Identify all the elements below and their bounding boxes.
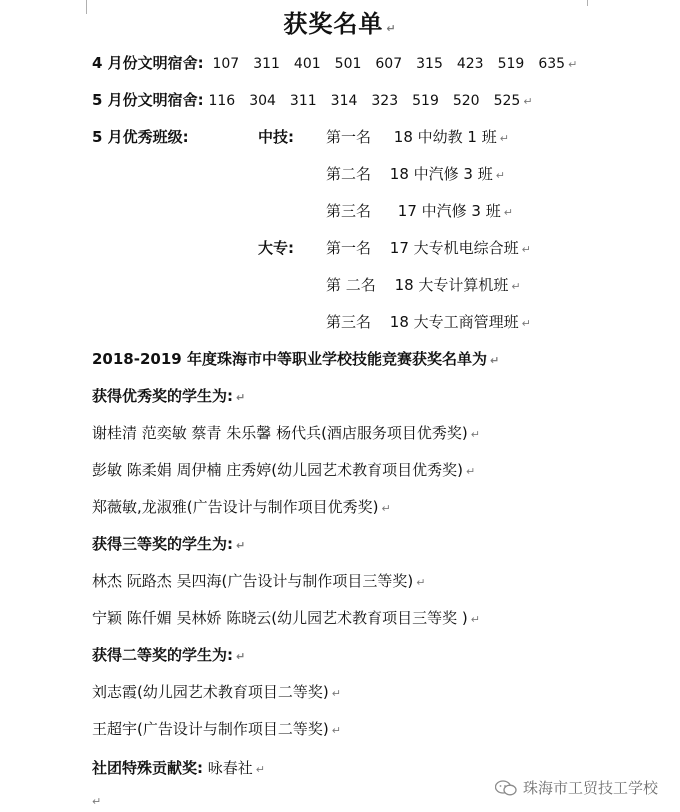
paragraph-mark: ↵	[470, 613, 480, 626]
winner-text: 刘志霞(幼儿园艺术教育项目二等奖)	[92, 683, 329, 701]
wechat-icon	[495, 780, 517, 796]
paragraph-mark: ↵	[521, 317, 531, 330]
winner-text: 林杰 阮路杰 吴四海(广告设计与制作项目三等奖)	[92, 572, 414, 590]
competition-heading-text: 2018-2019 年度珠海市中等职业学校技能竞赛获奖名单为	[92, 350, 487, 368]
apr-dorm-line	[92, 53, 577, 75]
class-rank: 第一名	[326, 239, 372, 257]
club-award-label: 社团特殊贡献奖:	[92, 759, 203, 777]
paragraph-mark: ↵	[489, 354, 500, 367]
room-number: 607	[375, 56, 403, 72]
winner-line	[92, 571, 425, 593]
may-dorm-label: 5 月份文明宿舍:	[92, 91, 204, 109]
class-rank: 第三名	[326, 202, 372, 220]
class-rank: 第一名	[326, 128, 372, 146]
paragraph-mark: ↵	[466, 465, 476, 478]
room-number: 315	[416, 56, 443, 72]
class-rank-item	[326, 127, 509, 149]
paragraph-mark: ↵	[499, 132, 509, 145]
paragraph-mark: ↵	[386, 22, 397, 35]
paragraph-mark: ↵	[236, 650, 246, 663]
paragraph-mark: ↵	[495, 169, 505, 182]
class-rank-item	[326, 164, 505, 186]
paragraph-mark: ↵	[236, 391, 246, 404]
class-name: 18 中幼教 1 班	[393, 128, 497, 146]
excellent-label	[92, 386, 245, 408]
second-label-text: 获得二等奖的学生为:	[92, 646, 233, 664]
room-number: 635	[538, 56, 566, 72]
paragraph-mark: ↵	[255, 763, 266, 776]
room-number: 520	[452, 93, 480, 109]
paragraph-mark: ↵	[381, 502, 391, 515]
title-text: 获奖名单	[283, 10, 384, 38]
room-number: 519	[412, 93, 439, 109]
room-number: 323	[371, 93, 399, 109]
class-name: 18 中汽修 3 班	[389, 165, 493, 183]
competition-heading	[92, 349, 499, 371]
room-number: 501	[334, 56, 362, 72]
watermark-text: 珠海市工贸技工学校	[522, 779, 658, 797]
room-number: 519	[497, 56, 525, 72]
winner-text: 谢桂清 范奕敏 蔡青 朱乐馨 杨代兵(酒店服务项目优秀奖)	[92, 424, 468, 442]
club-award-name: 咏春社	[207, 759, 253, 777]
room-number: 116	[208, 93, 236, 109]
class-rank: 第 二名	[326, 276, 376, 294]
room-number: 314	[330, 93, 358, 109]
paragraph-mark: ↵	[331, 687, 341, 700]
room-number: 401	[293, 56, 321, 72]
room-number: 107	[212, 56, 240, 72]
class-rank-item	[326, 312, 531, 334]
paragraph-mark: ↵	[523, 95, 533, 108]
class-name: 18 大专计算机班	[394, 276, 509, 294]
paragraph-mark: ↵	[511, 280, 521, 293]
winner-line	[92, 460, 475, 482]
class-rank-item	[326, 275, 521, 297]
winner-line	[92, 682, 341, 704]
winner-text: 王超宇(广告设计与制作项目二等奖)	[92, 720, 329, 738]
dazhuan-label: 大专:	[258, 239, 294, 257]
winner-text: 彭敏 陈柔娟 周伊楠 庄秀婷(幼儿园艺术教育项目优秀奖)	[92, 461, 464, 479]
class-rank: 第二名	[326, 165, 372, 183]
apr-dorm-label: 4 月份文明宿舍:	[92, 54, 204, 72]
paragraph-mark: ↵	[331, 724, 341, 737]
class-rank-item	[326, 238, 531, 260]
club-award-line	[92, 758, 265, 780]
class-name: 17 中汽修 3 班	[397, 202, 501, 220]
document-title	[0, 4, 680, 39]
room-number: 423	[456, 56, 484, 72]
paragraph-mark: ↵	[416, 576, 426, 589]
class-rank-item	[326, 201, 513, 223]
class-rank: 第三名	[326, 313, 372, 331]
paragraph-mark: ↵	[503, 206, 513, 219]
paragraph-mark: ↵	[521, 243, 531, 256]
third-label-text: 获得三等奖的学生为:	[92, 535, 233, 553]
room-number: 311	[253, 56, 280, 72]
excellent-label-text: 获得优秀奖的学生为:	[92, 387, 233, 405]
paragraph-mark: ↵	[470, 428, 480, 441]
winner-line	[92, 423, 480, 445]
may-class-label: 5 月优秀班级:	[92, 128, 189, 146]
third-prize-label	[92, 534, 245, 556]
room-number: 525	[493, 93, 521, 109]
paragraph-mark: ↵	[568, 58, 578, 71]
winner-line	[92, 497, 391, 519]
empty-paragraph	[92, 790, 101, 812]
second-prize-label	[92, 645, 245, 667]
class-name: 18 大专工商管理班	[389, 313, 519, 331]
winner-text: 郑薇敏,龙淑雅(广告设计与制作项目优秀奖)	[92, 498, 379, 516]
paragraph-mark: ↵	[236, 539, 246, 552]
winner-line	[92, 608, 480, 630]
winner-line	[92, 719, 341, 741]
zhongji-label: 中技:	[258, 128, 294, 146]
room-number: 304	[249, 93, 276, 109]
paragraph-mark: ↵	[92, 795, 102, 808]
room-number: 311	[289, 93, 317, 109]
wechat-watermark	[495, 777, 658, 798]
winner-text: 宁颖 陈仟媚 吴林娇 陈晓云(幼儿园艺术教育项目三等奖 )	[92, 609, 468, 627]
may-dorm-line	[92, 90, 533, 112]
class-name: 17 大专机电综合班	[389, 239, 519, 257]
